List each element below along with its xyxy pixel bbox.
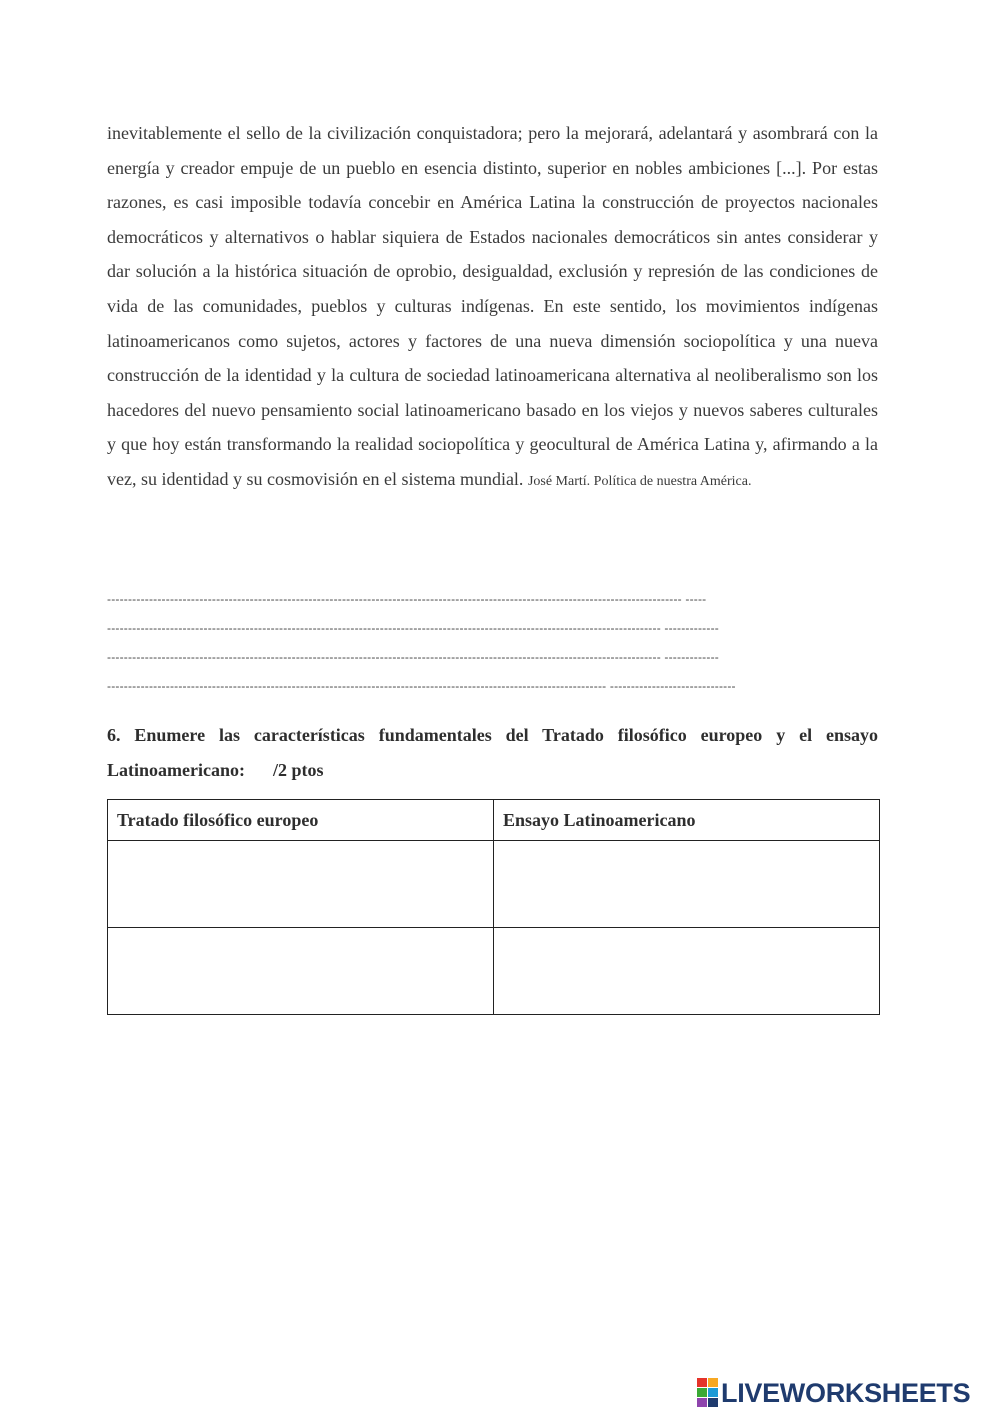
comparison-table [107, 799, 880, 1015]
table-header-row [108, 800, 880, 841]
answer-line-4[interactable]: ----------------------------------------------------------------------------------------------------------------------- ------------------------------ [107, 679, 736, 693]
header-ensayo: Ensayo Latinoamericano [494, 800, 880, 841]
answer-cell-ensayo-1[interactable] [494, 841, 880, 928]
question-text: 6. Enumere las características fundamentales del Tratado filosófico europeo y el ensayo Latinoamericano: [107, 725, 878, 780]
answer-line-1[interactable]: ----------------------------------------------------------------------------------------------------------------------------------------- ----- [107, 592, 707, 606]
logo-text: LIVEWORKSHEETS [721, 1377, 971, 1408]
table-row [108, 928, 880, 1015]
passage-citation: José Martí. Política de nuestra América. [527, 473, 752, 489]
question-points: /2 ptos [272, 760, 324, 780]
liveworksheets-logo-icon [697, 1378, 719, 1408]
answer-cell-tratado-1[interactable] [108, 841, 494, 928]
answer-cell-tratado-2[interactable] [108, 928, 494, 1015]
answer-line-3[interactable]: ------------------------------------------------------------------------------------------------------------------------------------ ------------- [107, 650, 719, 664]
answer-cell-ensayo-2[interactable] [494, 928, 880, 1015]
liveworksheets-logo [697, 1377, 970, 1409]
table-row [108, 841, 880, 928]
answer-line-2[interactable]: ------------------------------------------------------------------------------------------------------------------------------------ ------------- [107, 621, 719, 635]
question-6 [107, 718, 878, 788]
reading-passage [107, 116, 878, 500]
passage-text: inevitablemente el sello de la civilización conquistadora; pero la mejorará, adelantará y asombrará con la energía y creador empuje de un pueblo en esencia distinto, superior en nobles ambiciones [...]. Por estas razones, es casi imposible todavía concebir en América Latina la construcción de proyectos nacionales democráticos y alternativos o hablar siquiera de Estados nacionales democráticos sin antes considerar y dar solución a la histórica situación de oprobio, desigualdad, exclusión y represión de las condiciones de vida de las comunidades, pueblos y culturas indígenas. En este sentido, los movimientos indígenas latinoamericanos como sujetos, actores y factores de una nueva dimensión sociopolítica y una nueva construcción de la identidad y la cultura de sociedad latinoamericana alternativa al neoliberalismo son los hacedores del nuevo pensamiento social latinoamericano basado en los viejos y nuevos saberes culturales y que hoy están transformando la realidad sociopolítica y geocultural de América Latina y, afirmando a la vez, su identidad y su cosmovisión en el sistema mundial. [107, 123, 878, 489]
header-tratado: Tratado filosófico europeo [108, 800, 494, 841]
